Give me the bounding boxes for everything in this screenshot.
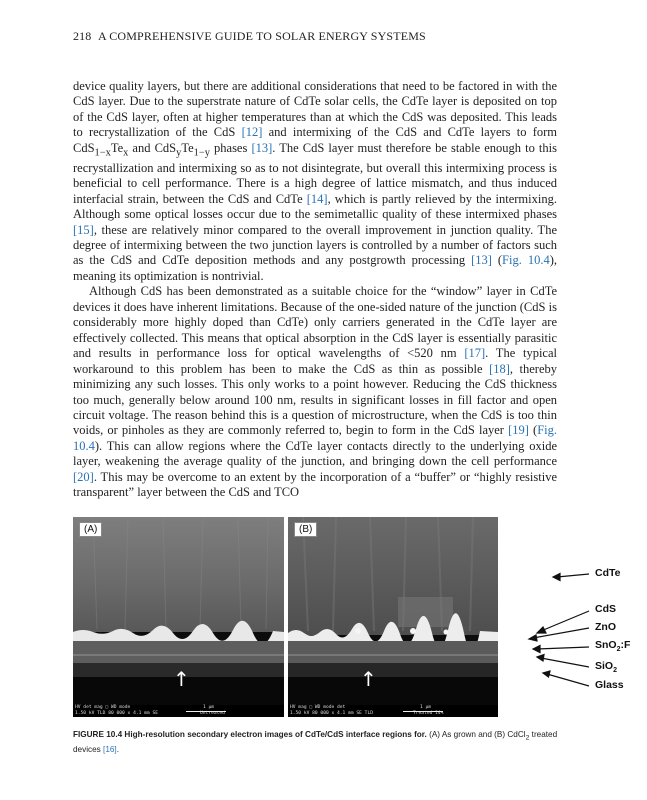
text-run: Te	[181, 140, 194, 155]
layer-label-cdte: CdTe	[595, 567, 621, 579]
reference-link[interactable]: [12]	[241, 125, 263, 140]
arrowhead-icon	[543, 671, 550, 677]
arrow-up-icon: ↑	[360, 667, 377, 691]
reference-link[interactable]: Fig. 10.4	[502, 253, 550, 268]
book-title: A COMPREHENSIVE GUIDE TO SOLAR ENERGY SYSTEMS	[97, 29, 426, 43]
layer-label-glass: Glass	[595, 679, 624, 691]
text-run: device quality layers, but there are additional considerations that need to be factored in with the CdS layer. Due to the superstrate nature of CdTe solar cells, the CdTe layer is deposited on top of the CdS layer, often at higher temperatures than at which the CdS was deposited. This leads to recrystallization of the CdS	[73, 79, 557, 140]
subscript: 1−y	[193, 147, 210, 159]
infobar-b-note: Treated 14%	[413, 711, 444, 716]
infobar-a-note: Untreated	[200, 711, 225, 716]
text-run: , thereby minimizing any such losses. This only works to a point however. Reducing the CdS thickness too much, generally below around 100 nm, results in significant losses in fill factor and open circuit voltage. The reason behind this is a question of microstructure, when the CdS is too thin voids, or pinholes as they are commonly referred to, begin to form in the CdS layer	[73, 361, 558, 438]
layer-labels	[576, 517, 636, 717]
reference-link[interactable]: [13]	[471, 253, 492, 268]
reference-link[interactable]: Fig. 10.4	[73, 423, 557, 453]
layer-label-sio2	[595, 660, 617, 674]
caption-title: FIGURE 10.4	[73, 730, 123, 739]
arrow-up-icon: ↑	[173, 667, 190, 691]
arrowhead-icon	[537, 627, 546, 633]
layer-label-cds: CdS	[595, 603, 616, 615]
sno2-text: SnO	[595, 639, 617, 651]
reference-link[interactable]: [17]	[464, 346, 486, 361]
scale-label-a: 1 μm	[203, 705, 215, 710]
infobar-a-row2: 1.50 kV TLD 80 000 x 4.1 mm SE	[75, 710, 158, 716]
arrowhead-icon	[529, 635, 537, 641]
caption-ref-link[interactable]: [16]	[103, 745, 117, 755]
panel-b-label: (B)	[294, 522, 317, 537]
text-run: ), meaning its optimization is nontrivial.	[73, 253, 557, 283]
text-run: Although CdS has been demonstrated as a suitable choice for the “window” layer in CdTe devices it does have inherent limitations. Because of the one-sided nature of the junction (CdS is considerably more highly doped than CdTe) only carriers generated in the CdTe layer are effectively collected. This means that optical absorption in the CdS layer is essentially parasitic and results in performance loss for optical wavelengths of <520 nm	[73, 284, 557, 361]
caption-text: (A) As grown and (B) CdCl	[426, 730, 526, 739]
caption-text-2: treated devices	[73, 730, 558, 755]
arrowhead-icon	[533, 646, 540, 653]
sno2-subscript: 2	[616, 646, 621, 654]
text-run: , these are relatively minor compared to the overall improvement in junction quality. The degree of intermixing between the two junction layers is controlled by a number of factors such as the CdS and CdTe deposition methods and any postgrowth processing	[73, 222, 557, 268]
infobar-b-row2: 1.50 kV 80 000 x 4.1 mm SE TLD	[290, 710, 373, 716]
reference-link[interactable]: [19]	[508, 423, 529, 438]
reference-link[interactable]: [15]	[73, 222, 94, 237]
panel-a-label: (A)	[79, 522, 102, 537]
text-run: . The CdS layer must therefore be stable enough to this recrystallization and intermixing so as to not disintegrate, but overall this intermixing process is beneficial to cell performance. There is a high degree of lattice mismatch, and thus induced interfacial strain, between the CdS and CdTe	[73, 140, 557, 206]
text-run: , which is partly relieved by the intermixing. Although some optical losses occur due to the semimetallic quality of these intermixed phases	[73, 191, 557, 222]
scale-label-b: 1 μm	[420, 705, 432, 710]
body-text	[73, 79, 557, 501]
reference-link[interactable]: [14]	[306, 191, 328, 206]
text-run: (	[491, 253, 503, 268]
text-run: Te	[110, 140, 124, 155]
layer-label-zno: ZnO	[595, 621, 616, 633]
page-number: 218	[73, 29, 92, 43]
text-run: . This may be overcome to an extent by the incorporation of a “buffer” or “highly resistive transparent” layer between the CdS and TCO	[73, 469, 557, 500]
figure-10-4	[73, 517, 631, 717]
sio2-text: SiO	[595, 660, 614, 672]
reference-link[interactable]: [13]	[251, 140, 273, 155]
layer-label-sno2f	[595, 639, 630, 653]
sem-infobar-a	[73, 705, 284, 717]
text-run: ). This can allow regions where the CdTe layer contacts directly to the underlying oxide layer, weakening the average quality of the junction, and bringing down the cell performance	[73, 438, 557, 469]
arrowhead-icon	[553, 574, 560, 581]
sio2-subscript: 2	[613, 667, 617, 675]
text-run: (	[528, 423, 538, 438]
sem-image-b	[288, 517, 498, 717]
text-run: and intermixing of the CdS and CdTe layers to form CdS	[73, 125, 557, 155]
figure-caption	[73, 729, 563, 756]
paragraph-1	[73, 79, 557, 284]
reference-link[interactable]: [20]	[73, 469, 94, 484]
text-run: . The typical workaround to this problem has been to make the CdS as thin as possible	[73, 346, 557, 376]
running-head	[73, 29, 426, 44]
infobar-b-row1: HV mag □ WD mode det	[290, 705, 346, 710]
paragraph-2	[73, 284, 557, 500]
caption-end: .	[116, 745, 119, 755]
subscript: y	[176, 147, 182, 159]
caption-bold-text: High-resolution secondary electron images of CdTe/CdS interface regions for.	[122, 730, 427, 739]
text-run: phases	[209, 140, 252, 155]
text-run: and CdS	[128, 140, 177, 155]
infobar-a-row1: HV det mag □ WD mode	[75, 705, 131, 710]
arrowhead-icon	[537, 655, 544, 662]
sno2-tail: :F	[620, 639, 631, 651]
sem-infobar-b	[288, 705, 498, 717]
subscript: 1−x	[94, 147, 111, 159]
subscript: x	[123, 147, 129, 159]
sem-image-a	[73, 517, 284, 717]
caption-subscript: 2	[525, 734, 530, 742]
reference-link[interactable]: [18]	[489, 361, 510, 376]
